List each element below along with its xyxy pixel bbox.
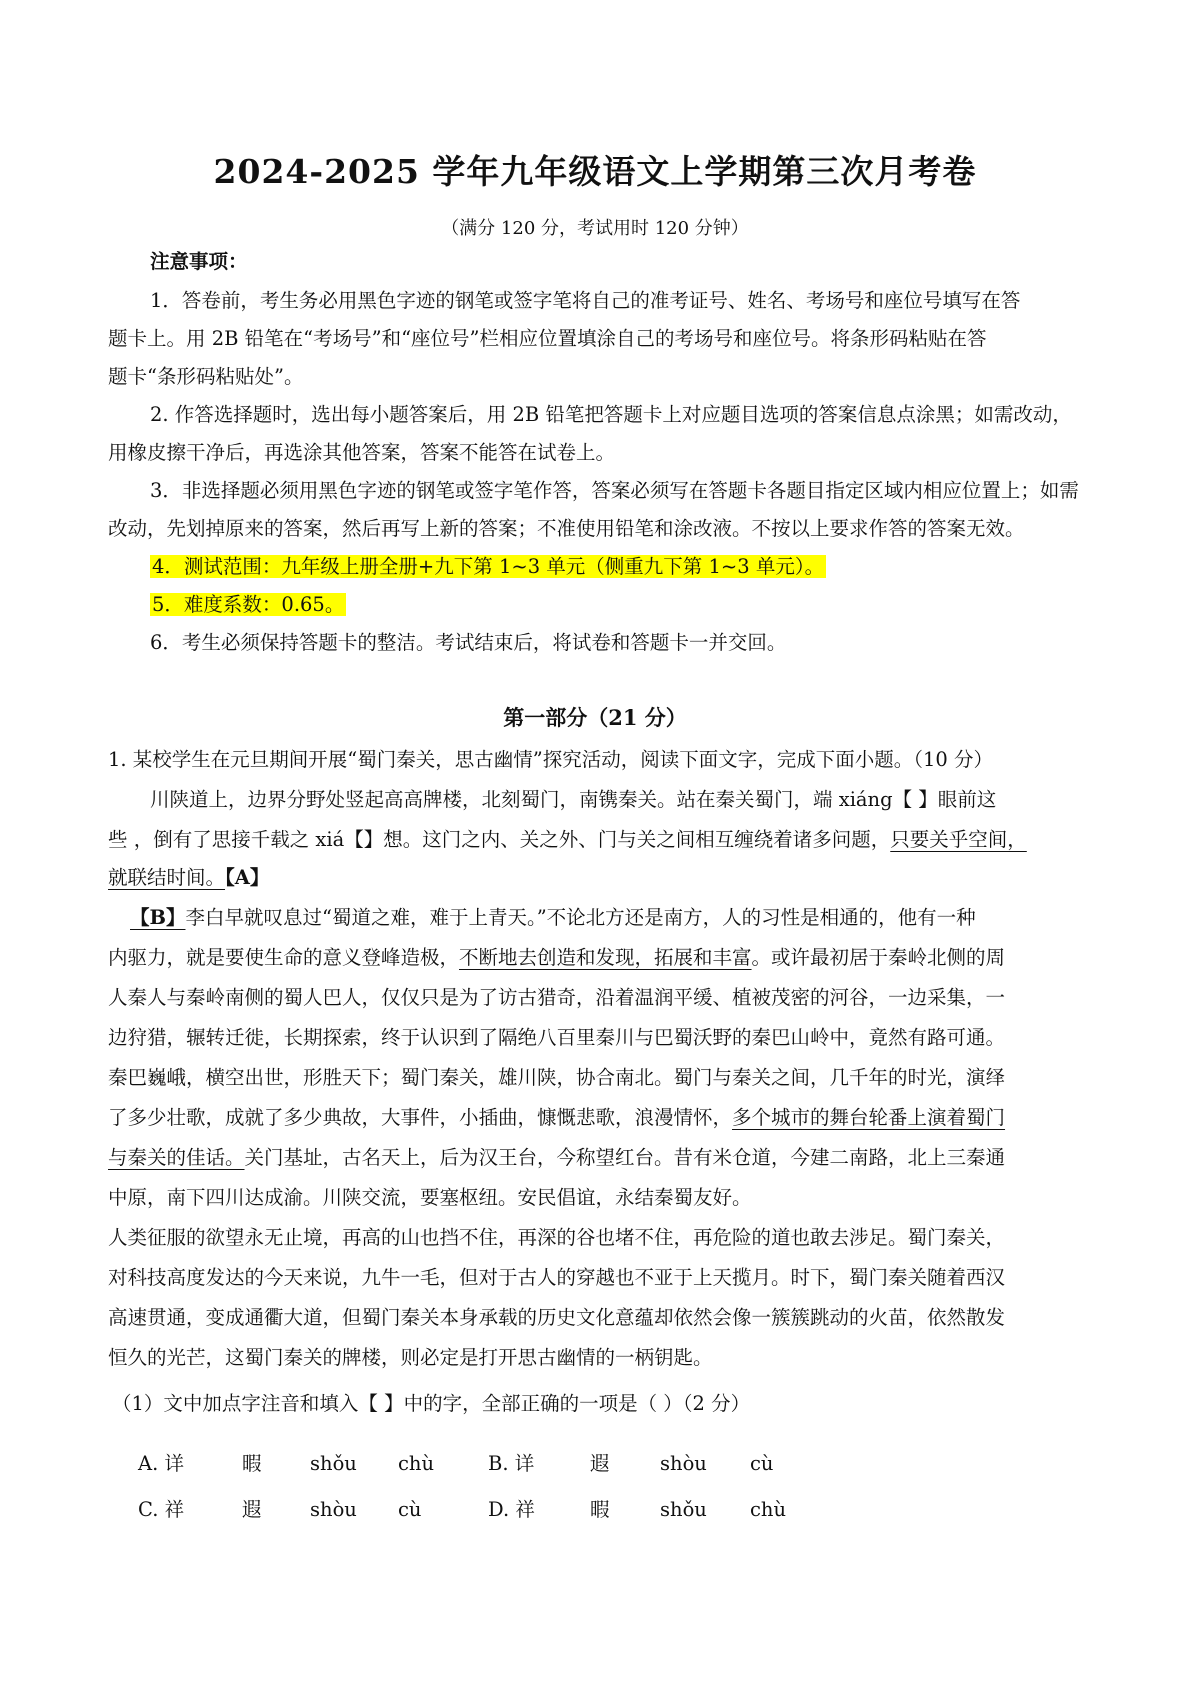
passage-line-4 [130, 904, 1110, 932]
notice-4-text: 4．测试范围：九年级上册全册+九下第 1~3 单元（侧重九下第 1~3 单元）。 [152, 555, 825, 578]
passage-line-9-text: 了多少壮歌，成就了多少典故，大事件，小插曲，慷慨悲歌，浪漫情怀， [108, 1106, 733, 1129]
option-d-pinyin-2: chù [750, 1498, 787, 1521]
option-a-pinyin-2: chù [398, 1452, 435, 1475]
notice-3-line-1: 3．非选择题必须用黑色字迹的钢笔或签字笔作答，答案必须写在答题卡各题目指定区域内相应位置上；如需 [150, 479, 1079, 502]
option-c-pinyin-1: shòu [310, 1498, 357, 1521]
option-a-char-2: 暇 [242, 1452, 262, 1475]
option-d-char-2: 暇 [590, 1498, 610, 1521]
notice-2-line-2: 用橡皮擦干净后，再选涂其他答案，答案不能答在试卷上。 [108, 441, 616, 464]
underlined-sentence-3-end: 与秦关的佳话。 [108, 1146, 245, 1169]
option-a-pinyin-1: shǒu [310, 1452, 357, 1475]
notice-2-line-1: 2. 作答选择题时，选出每小题答案后，用 2B 铅笔把答题卡上对应题目选项的答案信息点涂黑；如需改动， [150, 403, 1072, 426]
passage-line-15: 恒久的光芒，这蜀门秦关的牌楼，则必定是打开思古幽情的一柄钥匙。 [108, 1346, 713, 1369]
option-d-pinyin-1: shǒu [660, 1498, 707, 1521]
marker-b: 【B】 [130, 906, 186, 929]
passage-line-7: 边狩猎，辗转迁徙，长期探索，终于认识到了隔绝八百里秦川与巴蜀沃野的秦巴山岭中，竟然有路可通。 [108, 1026, 1006, 1049]
passage-line-6: 人秦人与秦岭南侧的蜀人巴人，仅仅只是为了访古猎奇，沿着温润平缓、植被茂密的河谷，一边采集，一 [108, 986, 1006, 1009]
option-a-label: A. 详 [138, 1452, 184, 1475]
underlined-sentence-3: 多个城市的舞台轮番上演着蜀门 [732, 1106, 1006, 1129]
passage-line-1: 川陕道上，边界分野处竖起高高牌楼，北刻蜀门，南镌秦关。站在秦关蜀门，端 xiáng【 】眼前这 [150, 788, 997, 811]
passage-line-10-text: 关门基址，古名天上，后为汉王台，今称望红台。昔有米仓道，今建二南路，北上三秦通 [244, 1146, 1006, 1169]
passage-line-11: 中原，南下四川达成渝。川陕交流，要塞枢纽。安民倡谊，永结秦蜀友好。 [108, 1186, 752, 1209]
passage-line-2-text: 些 ，倒有了思接千载之 xiá【】想。这门之内、关之外、门与关之间相互缠绕着诸多问题， [108, 828, 891, 851]
option-b-label: B. 详 [488, 1452, 535, 1475]
exam-subtitle: （满分 120 分，考试用时 120 分钟） [441, 218, 749, 239]
passage-line-5 [108, 944, 1088, 972]
notice-3-line-2: 改动，先划掉原来的答案，然后再写上新的答案；不准使用铅笔和涂改液。不按以上要求作答的答案无效。 [108, 517, 1025, 540]
part-one-heading: 第一部分（21 分） [503, 705, 687, 730]
notice-5-highlighted [150, 591, 1130, 619]
option-b-pinyin-2: cù [750, 1452, 774, 1475]
passage-line-12: 人类征服的欲望永无止境，再高的山也挡不住，再深的谷也堵不住，再危险的道也敢去涉足。蜀门秦关， [108, 1226, 1006, 1249]
passage-line-2 [108, 826, 1088, 854]
option-c-pinyin-2: cù [398, 1498, 422, 1521]
option-d-label: D. 祥 [488, 1498, 535, 1521]
notice-1-line-3: 题卡“条形码粘贴处”。 [108, 365, 304, 388]
marker-a: 【A】 [225, 866, 270, 889]
underlined-sentence-1: 只要关乎空间， [890, 828, 1027, 851]
passage-line-3 [108, 864, 1088, 892]
passage-line-8: 秦巴巍峨，横空出世，形胜天下；蜀门秦关，雄川陕，协合南北。蜀门与秦关之间，几千年的时光，演绎 [108, 1066, 1006, 1089]
option-b-pinyin-1: shòu [660, 1452, 707, 1475]
sub-question-1: （1）文中加点字注音和填入【 】中的字，全部正确的一项是（ ）（2 分） [112, 1392, 751, 1415]
notice-1-line-2: 题卡上。用 2B 铅笔在“考场号”和“座位号”栏相应位置填涂自己的考场号和座位号。将条形码粘贴在答 [108, 327, 987, 350]
option-b-char-2: 遐 [590, 1452, 610, 1475]
passage-line-9 [108, 1104, 1088, 1132]
notice-1-line-1: 1．答卷前，考生务必用黑色字迹的钢笔或签字笔将自己的准考证号、姓名、考场号和座位号填写在答 [150, 289, 1021, 312]
passage-line-10 [108, 1144, 1088, 1172]
passage-line-13: 对科技高度发达的今天来说，九牛一毛，但对于古人的穿越也不亚于上天揽月。时下，蜀门秦关随着西汉 [108, 1266, 1006, 1289]
question-1-intro: 1. 某校学生在元旦期间开展“蜀门秦关，思古幽情”探究活动，阅读下面文字，完成下面小题。（10 分） [108, 748, 994, 771]
underlined-sentence-2: 不断地去创造和发现，拓展和丰富 [459, 946, 752, 969]
passage-line-14: 高速贯通，变成通衢大道，但蜀门秦关本身承载的历史文化意蕴却依然会像一簇簇跳动的火苗，依然散发 [108, 1306, 1006, 1329]
notice-4-highlighted [150, 553, 1130, 581]
exam-title: 2024-2025 学年九年级语文上学期第三次月考卷 [213, 152, 977, 191]
passage-line-5-text-c: 。或许最初居于秦岭北侧的周 [751, 946, 1006, 969]
notice-6: 6．考生必须保持答题卡的整洁。考试结束后，将试卷和答题卡一并交回。 [150, 631, 787, 654]
option-c-label: C. 祥 [138, 1498, 185, 1521]
passage-line-5-text-a: 内驱力，就是要使生命的意义登峰造极， [108, 946, 460, 969]
passage-line-4-text: 李白早就叹息过“蜀道之难，难于上青天。”不论北方还是南方，人的习性是相通的，他有一种 [185, 906, 976, 929]
underlined-sentence-1-end: 就联结时间。 [108, 866, 226, 889]
notice-heading: 注意事项： [150, 250, 248, 273]
notice-5-text: 5．难度系数：0.65。 [152, 593, 345, 616]
option-c-char-2: 遐 [242, 1498, 262, 1521]
